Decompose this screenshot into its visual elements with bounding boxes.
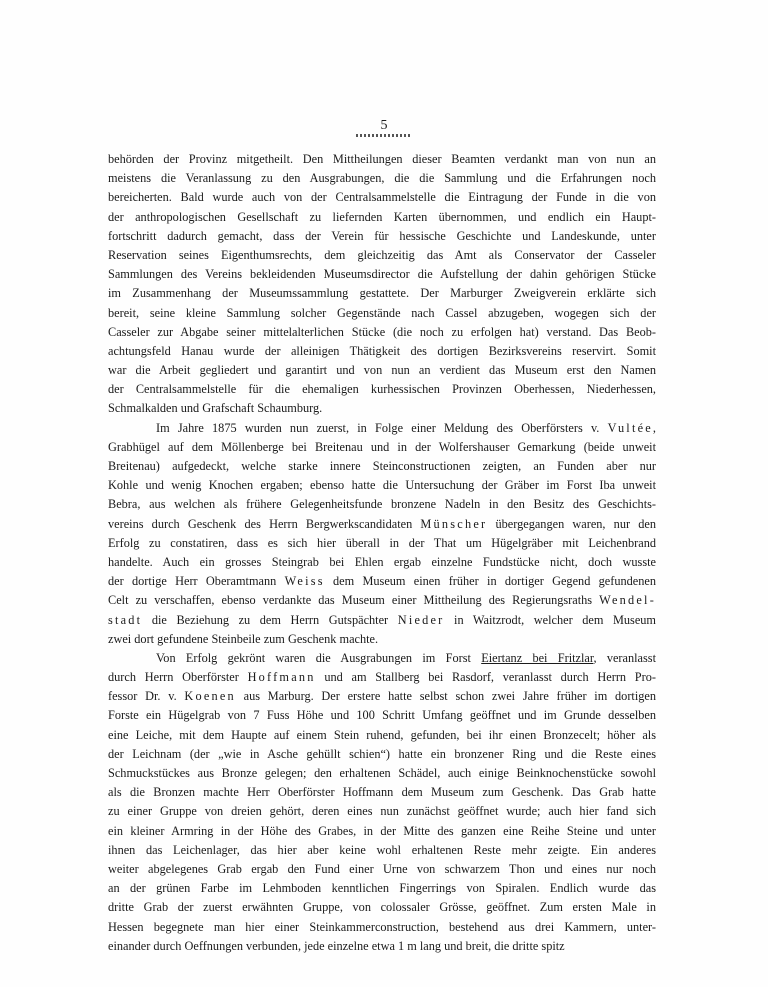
text-line (108, 419, 656, 438)
text-line (108, 764, 656, 783)
text-line (108, 188, 656, 207)
text-line (108, 246, 656, 265)
text-run: fortschritt dadurch gemacht, dass der Verein für hessische Geschichte und Landeskunde, unter (108, 228, 656, 243)
spaced-name: stadt (108, 612, 143, 627)
page-number-rule (356, 134, 412, 137)
text-run: aus Marburg. Der erstere hatte selbst schon zwei Jahre früher im dortigen (235, 689, 656, 704)
text-run: achtungsfeld Hanau wurde der alleinigen Thätigkeit des dortigen Bezirksvereins reservirt. Somit (108, 343, 656, 358)
text-line (108, 284, 656, 303)
text-run: Hessen begegnete man hier einer Steinkammerconstruction, bestehend aus drei Kammern, unter- (108, 919, 656, 934)
page-number: 5 (380, 118, 388, 133)
text-line (108, 841, 656, 860)
text-run: Schmalkalden und Grafschaft Schaumburg. (108, 401, 323, 416)
text-run: an der grünen Farbe im Lehmboden kenntlichen Fingerrings von Spiralen. Endlich wurde das (108, 881, 656, 896)
text-line (108, 572, 656, 591)
text-line (108, 342, 656, 361)
text-run: übergegangen waren, nur den (487, 516, 656, 531)
text-run: Breitenau) aufgedeckt, welche starke innere Steinconstructionen zeigten, an Funden aber nur (108, 459, 656, 473)
text-run: der Centralsammelstelle für die ehemaligen kurhessischen Provinzen Oberhessen, Niederhessen, (108, 382, 656, 397)
text-run: Bebra, aus welchen als frühere Gelegenheitsfunde bronzene Nadeln in den Besitz des Geschichts- (108, 497, 656, 512)
text-run: Celt zu verschaffen, ebenso verdankte das Museum einer Mittheilung des Regierungsraths (108, 593, 600, 608)
text-line (108, 802, 656, 821)
text-run: dem Museum einen früher in dortiger Gegend gefundenen (324, 574, 656, 589)
text-line (108, 822, 656, 841)
text-run: handelte. Auch ein grosses Steingrab bei Ehlen ergab einzelne Fundstücke nicht, doch wusste (108, 554, 656, 569)
text-run: Reservation seines Eigenthumsrechts, dem gleichzeitig das Amt als Conservator der Casseler (108, 247, 656, 262)
text-run: Casseler zur Abgabe seiner mittelalterlichen Stücke (die noch zu erfolgen hat) verstand. Das Beob- (108, 324, 656, 339)
text-line (108, 515, 656, 534)
text-run: einander durch Oeffnungen verbunden, jede einzelne etwa 1 m lang und breit, die dritte spitz (108, 938, 565, 953)
text-run: fessor Dr. v. (108, 689, 185, 704)
text-line (108, 668, 656, 687)
text-run: Im Jahre 1875 wurden nun zuerst, in Folge einer Meldung des Oberförsters v. (156, 420, 608, 435)
text-run: zu einer Gruppe von dreien gehört, deren eines nun zunächst geöffnet wurde; auch hier fand sich (108, 804, 656, 819)
text-run: der anthropologischen Gesellschaft zu liefernden Karten übernommen, und endlich ein Haupt- (108, 209, 656, 224)
text-run: ihnen das Leichenlager, das hier aber keine wohl erhaltenen Reste mehr zeigte. Ein anderes (108, 842, 656, 857)
text-run: behörden der Provinz mitgetheilt. Den Mittheilungen dieser Beamten verdankt man von nun an (108, 152, 656, 166)
text-run: ein kleiner Armring in der Höhe des Grabes, in der Mitte des ganzen eine Reihe Steine und unter (108, 823, 656, 838)
text-line (108, 150, 656, 169)
text-run: , (652, 420, 656, 435)
spaced-name: Weiss (284, 574, 325, 589)
text-run: war die Arbeit gegliedert und garantirt und von nun an verdient das Museum erst den Namen (108, 363, 656, 378)
spaced-name: Hoffmann (247, 670, 316, 685)
text-line (108, 361, 656, 380)
text-run: vereins durch Geschenk des Herrn Bergwerkscandidaten (108, 516, 421, 531)
text-run: Sammlungen des Vereins bekleidenden Museumsdirector die Aufstellung der dahin gehörigen Stücke (108, 267, 656, 282)
text-line (108, 879, 656, 898)
text-line (108, 745, 656, 764)
text-run: als die Bronzen machte Herr Oberförster Hoffmann dem Museum zum Geschenk. Das Grab hatte (108, 785, 656, 800)
spaced-name: Wendel- (599, 593, 656, 608)
text-line (108, 611, 656, 630)
text-run: durch Herrn Oberförster (108, 670, 248, 685)
text-line (108, 476, 656, 495)
text-line (108, 534, 656, 553)
text-run: eine Leiche, mit dem Haupte auf einem Stein ruhend, gefunden, bei ihr einen Bronzecelt; höher als (108, 727, 656, 742)
text-run: und am Stallberg bei Rasdorf, veranlasst durch Herrn Pro- (315, 670, 656, 685)
spaced-name: Münscher (420, 516, 488, 531)
text-run: die Beziehung zu dem Herrn Gutspächter (142, 612, 398, 627)
text-run: Schmuckstückes aus Bronze gelegen; den erhaltenen Schädel, auch einige Beinknochenstücke sowohl (108, 766, 656, 780)
text-line (108, 323, 656, 342)
text-run: in Waitzrodt, welcher dem Museum (444, 612, 656, 627)
text-run: bereicherten. Bald wurde auch von der Centralsammelstelle die Eintragung der Funde in die von (108, 190, 656, 205)
body-text (108, 150, 656, 956)
text-line (108, 169, 656, 188)
text-line (108, 898, 656, 917)
text-run: bereit, seine kleine Sammlung solcher Gegenstände nach Cassel abzugeben, wogegen sich der (108, 305, 656, 320)
text-line (108, 726, 656, 745)
text-line (108, 380, 656, 399)
text-line (108, 860, 656, 879)
text-line (108, 783, 656, 802)
text-line (108, 591, 656, 610)
text-line (108, 457, 656, 476)
spaced-name: Vultée (607, 420, 653, 435)
text-run: zwei dort gefundene Steinbeile zum Geschenk machte. (108, 631, 379, 646)
text-run: Grabhügel auf dem Möllenberge bei Breitenau und in der Wolfershauser Gemarkung (beide unweit (108, 439, 656, 454)
text-run: dritte Grab der zuerst erwähnten Gruppe, von colossaler Grösse, geöffnet. Zum ersten Male in (108, 900, 656, 915)
text-run: weiter abgelegenes Grab ergab den Fund einer Urne von schwarzem Thon und eines nur noch (108, 861, 656, 876)
text-line (108, 304, 656, 323)
text-line (108, 208, 656, 227)
text-run: Erfolg zu constatiren, dass es sich hier überall in der That um Hügelgräber mit Leichenbrand (108, 535, 656, 550)
text-run: Kohle und wenig Knochen ergaben; ebenso hatte die Untersuchung der Gräber im Forst Iba unweit (108, 478, 656, 493)
text-run: der dortige Herr Oberamtmann (108, 574, 285, 589)
text-line (108, 495, 656, 514)
underlined-text: Eiertanz bei Fritzlar (481, 650, 594, 665)
text-line (108, 706, 656, 725)
spaced-name: Koenen (184, 689, 236, 704)
text-run: meistens die Veranlassung zu den Ausgrabungen, die die Sammlung und die Erfahrungen noch (108, 171, 656, 186)
text-run: Forste ein Hügelgrab von 7 Fuss Höhe und 100 Schritt Umfang geöffnet und im Grunde desselben (108, 708, 656, 723)
text-line (108, 687, 656, 706)
text-line (108, 438, 656, 457)
spaced-name: Nieder (397, 612, 445, 627)
text-run: der Leichnam (der „wie in Asche gehüllt schien“) hatte ein bronzener Ring und die Reste eines (108, 746, 656, 761)
text-line (108, 918, 656, 937)
text-line (108, 553, 656, 572)
text-run: im Zusammenhang der Museumssammlung gestattete. Der Marburger Zweigverein erklärte sich (108, 286, 656, 301)
text-run: , veranlasst (593, 650, 656, 665)
text-line (108, 649, 656, 668)
text-line (108, 630, 656, 649)
text-line (108, 399, 656, 418)
text-line (108, 265, 656, 284)
text-line (108, 937, 656, 956)
text-line (108, 227, 656, 246)
text-run: Von Erfolg gekrönt waren die Ausgrabungen im Forst (156, 650, 482, 665)
